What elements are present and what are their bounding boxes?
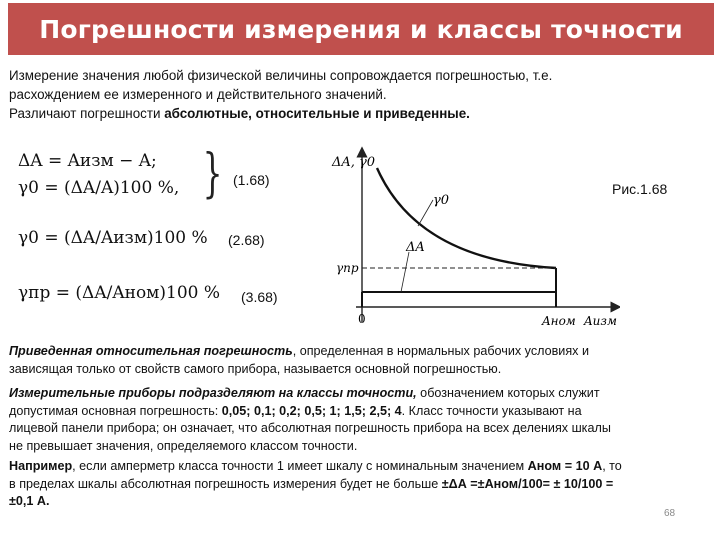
paragraph-example: Например, если амперметр класса точности 1 имеет шкалу с номинальным значением Аном = 10 А, то в пределах шкалы абсолютная погрешность измерения будет не больше ±ΔА =±Аном/100= ± 10/100 = ±0,1 А. — [9, 459, 622, 508]
origin-label: 0 — [358, 312, 366, 326]
gamma0-label: γ0 — [433, 193, 450, 208]
term-reduced-error: Приведенная относительная погрешность — [9, 344, 293, 358]
y-axis-label: ΔA, γ0 — [332, 155, 376, 170]
intro-line-2: расхождением ее измеренного и действительного значений. — [9, 87, 387, 102]
formula-relative-error-measured: γ0 = (ΔA/Aизм)100 % — [18, 228, 208, 248]
formula-reduced-error: γпр = (ΔA/Aном)100 % — [18, 283, 221, 303]
brace: } — [202, 144, 223, 204]
a-nom-label: Aном — [542, 314, 576, 328]
equation-number-1: (1.68) — [233, 172, 270, 188]
delta-a-pointer — [401, 252, 409, 292]
page-number: 68 — [664, 508, 676, 519]
intro-text — [9, 66, 709, 123]
slide-title: Погрешности измерения и классы точности — [39, 14, 683, 44]
equation-number-3: (3.68) — [241, 289, 278, 305]
title-bar — [8, 3, 714, 55]
gamma0-pointer — [418, 200, 433, 226]
formula-relative-error: γ0 = (ΔA/A)100 %, — [18, 178, 180, 198]
error-types: абсолютные, относительные и приведенные. — [164, 106, 470, 121]
gamma-pr-label: γпр — [336, 261, 359, 275]
term-accuracy-classes: Измерительные приборы подразделяют на классы точности, — [9, 386, 417, 400]
paragraph-reduced-error: Приведенная относительная погрешность, определенная в нормальных рабочих условиях и зависящая только от свойств самого прибора, называется основной погрешностью. — [9, 344, 589, 376]
formula-absolute-error: ΔA = Aизм − A; — [18, 151, 157, 171]
equation-number-2: (2.68) — [228, 232, 265, 248]
intro-line-3: Различают погрешности абсолютные, относительные и приведенные. — [9, 106, 470, 121]
example-formula: ±ΔА =±Аном/100= ± 10/100 = — [441, 476, 614, 491]
paragraph-accuracy-classes: Измерительные приборы подразделяют на классы точности, обозначением которых служит допустимая основная погрешность: 0,05; 0,1; 0,2; 0,5; 1; 1,5; 2,5; 4. Класс точности указывают на лицевой панели прибора; он означает, что абсолютная погрешность прибора на всех делениях шкалы не превышает значения, определяемого классом точности. — [9, 386, 611, 453]
example-label: Например — [9, 459, 73, 473]
class-values: 0,05; 0,1; 0,2; 0,5; 1; 1,5; 2,5; 4 — [221, 403, 402, 418]
error-graph — [320, 140, 620, 330]
example-result: ±0,1 А. — [9, 494, 50, 508]
intro-line-1: Измерение значения любой физической величины сопровождается погрешностью, т.е. — [9, 68, 553, 83]
a-izm-label: Aизм — [584, 314, 617, 328]
delta-a-label: ΔA — [406, 240, 425, 255]
gamma0-curve — [377, 168, 556, 268]
figure-caption: Рис.1.68 — [612, 181, 668, 197]
